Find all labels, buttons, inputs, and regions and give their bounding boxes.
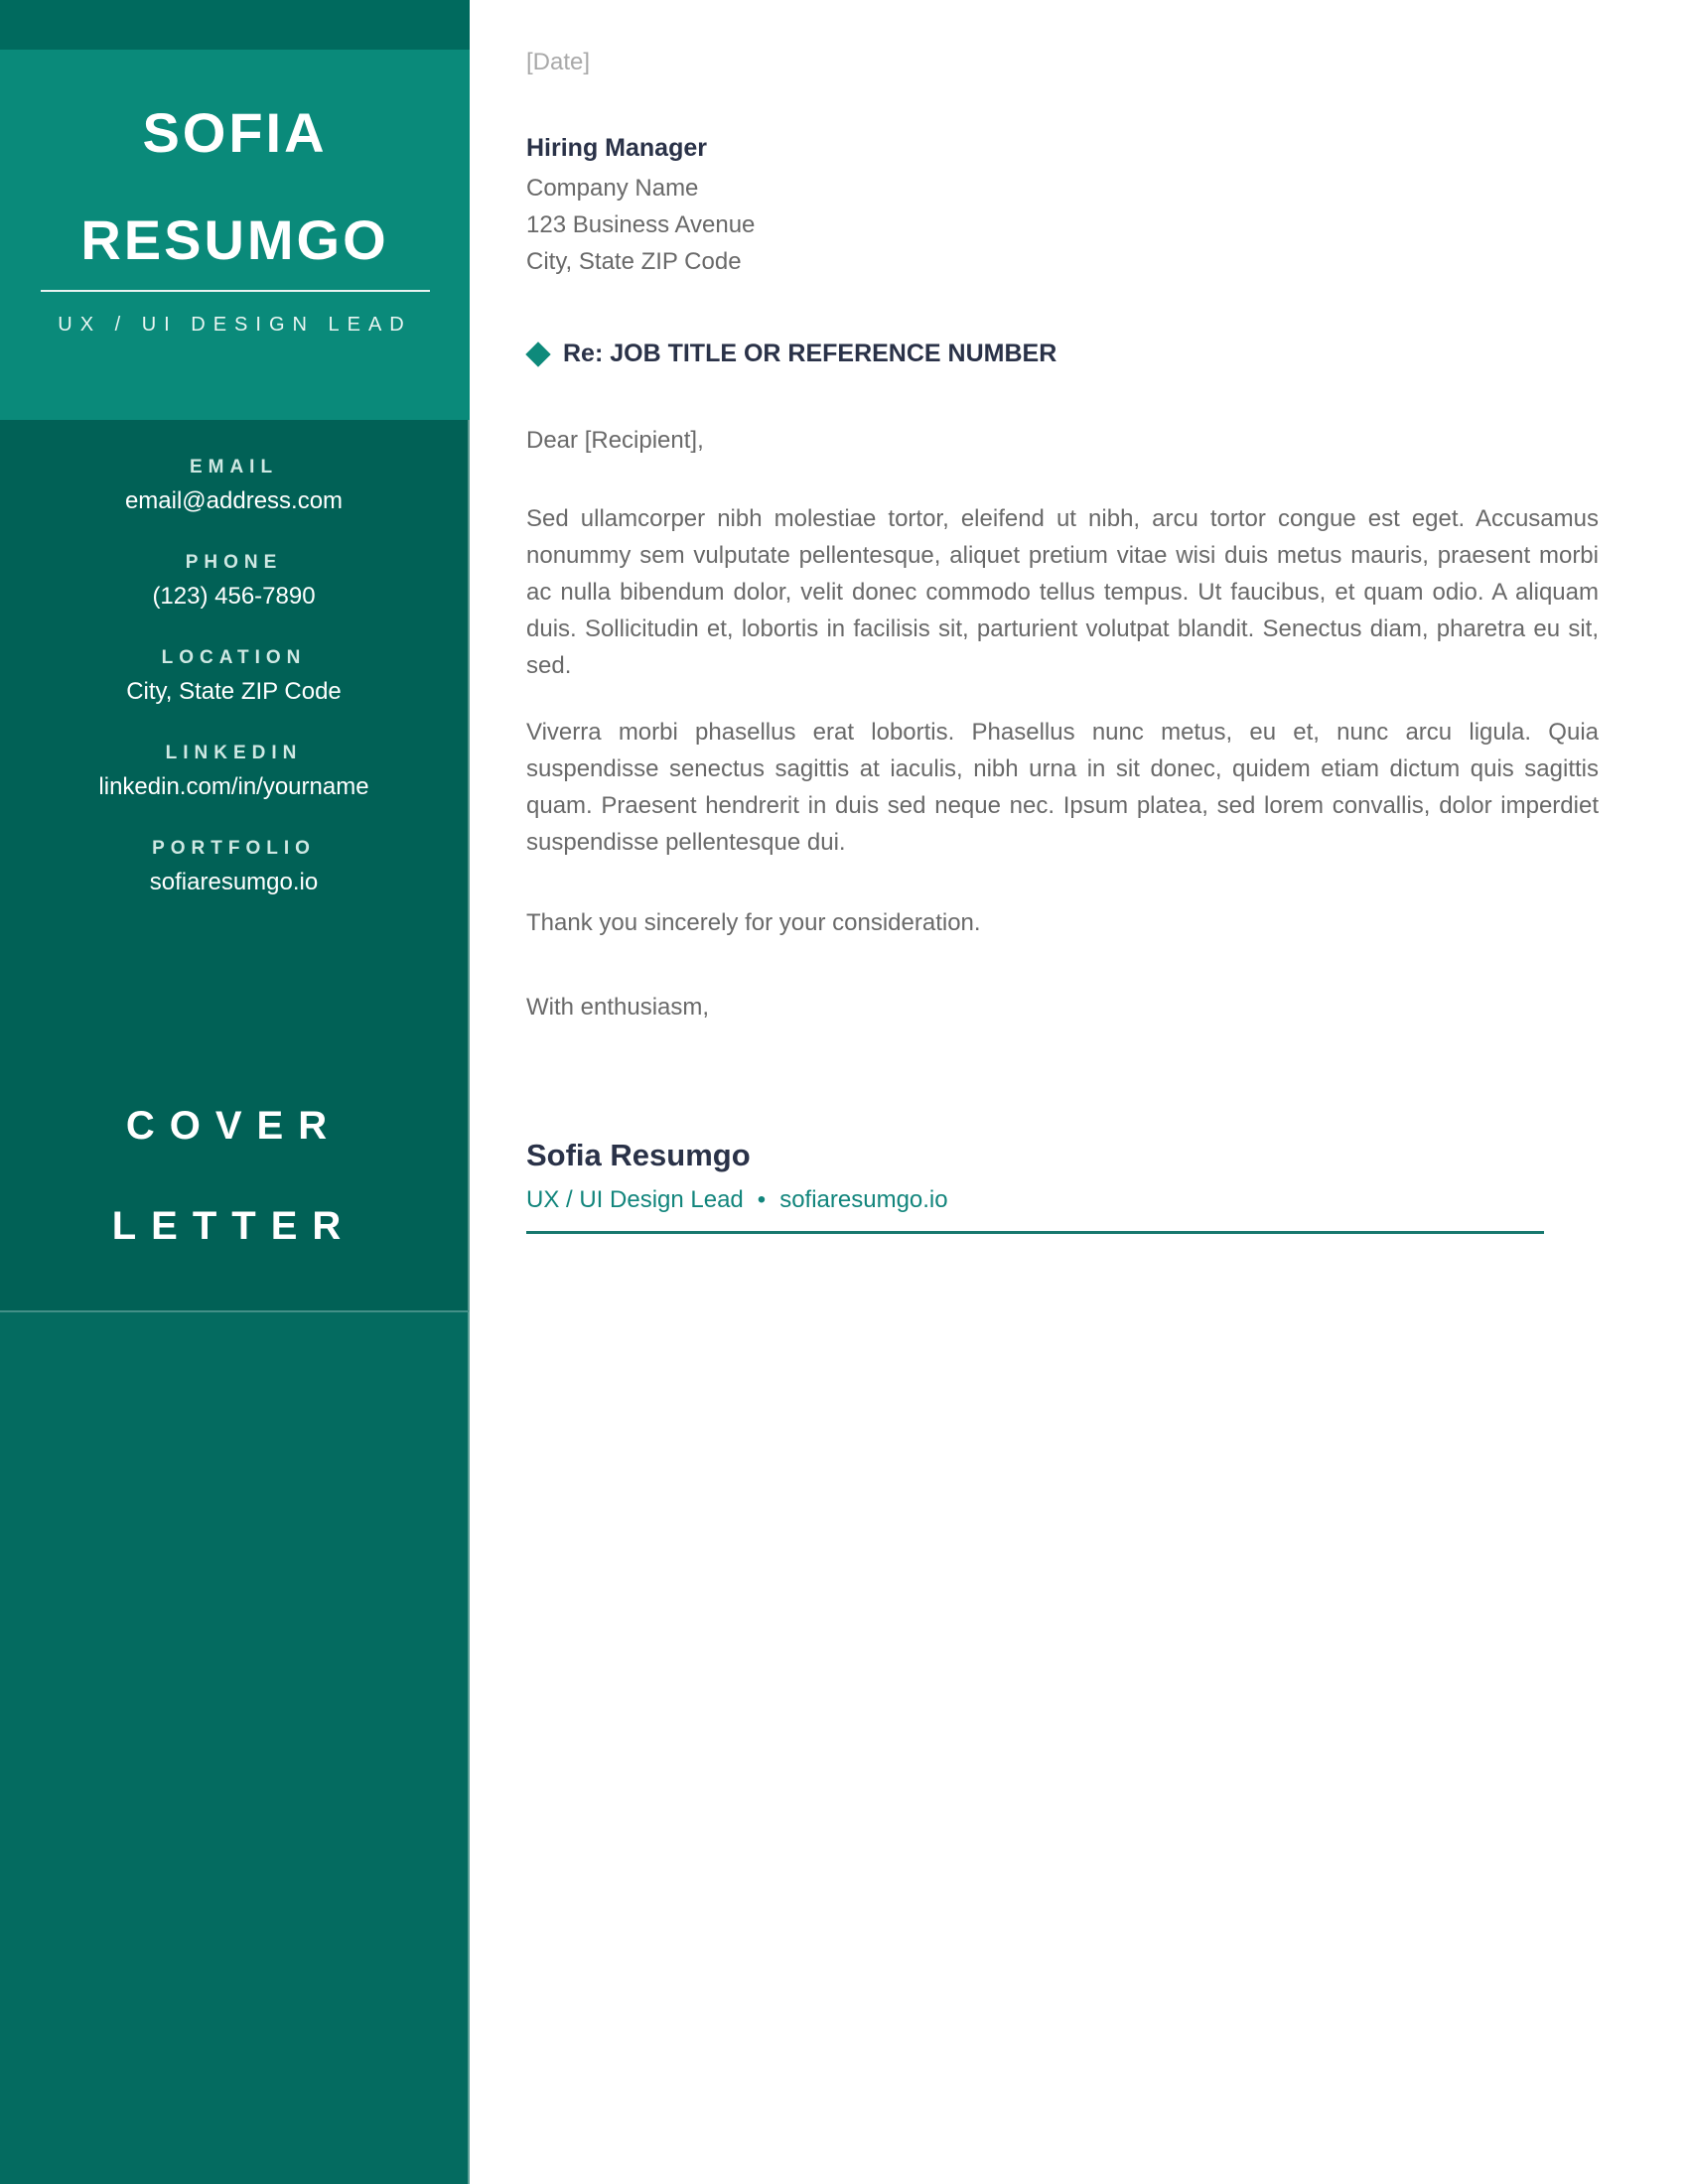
contact-item-phone (0, 552, 468, 611)
name-underline-divider (41, 290, 430, 292)
contact-section (0, 420, 470, 1310)
signature-block (526, 1137, 1599, 1234)
recipient-name: Hiring Manager (526, 134, 707, 162)
document-type-word-letter: LETTER (111, 1204, 356, 1248)
bullet-separator-icon: • (757, 1186, 767, 1214)
date-placeholder: [Date] (526, 49, 591, 75)
diamond-icon (525, 341, 550, 366)
contact-label: LINKEDIN (165, 743, 303, 763)
contact-value: sofiaresumgo.io (149, 869, 319, 895)
letter-body (526, 44, 1599, 1234)
contact-label: LOCATION (161, 647, 307, 668)
recipient-street: 123 Business Avenue (526, 211, 756, 238)
subject-text: Re: JOB TITLE OR REFERENCE NUMBER (563, 340, 1057, 367)
sidebar-bottom-panel (0, 1310, 470, 2184)
contact-item-linkedin (0, 743, 468, 801)
recipient-company: Company Name (526, 175, 699, 202)
signature-role: UX / UI Design Lead (526, 1186, 744, 1214)
profile-name-last: RESUMGO (80, 208, 389, 271)
document-type-word-cover: COVER (125, 1104, 343, 1148)
letter-paragraph: Viverra morbi phasellus erat lobortis. Phasellus nunc metus, eu et, nunc arcu ligula. Quia suspendisse senectus sagittis at iaculis, nibh urna in sit donec, quidem etiam dictum quis sagittis quam. Praesent hendrerit in duis sed neque nec. Ipsum platea, sed lorem convallis, dolor imperdiet suspendisse pellentesque dui. (526, 719, 1599, 856)
contact-label: EMAIL (189, 457, 279, 478)
signature-website: sofiaresumgo.io (779, 1186, 948, 1214)
contact-item-location (0, 647, 468, 706)
sidebar-top-band (0, 0, 470, 50)
contact-value: City, State ZIP Code (126, 678, 342, 705)
closing-valediction: With enthusiasm, (526, 994, 710, 1021)
profile-job-title: UX / UI DESIGN LEAD (58, 314, 412, 336)
contact-value: email@address.com (124, 487, 344, 514)
salutation: Dear [Recipient], (526, 427, 704, 454)
contact-value: linkedin.com/in/yourname (98, 773, 369, 800)
profile-header (0, 50, 470, 420)
signature-name: Sofia Resumgo (526, 1138, 751, 1172)
contact-item-email (0, 457, 468, 515)
document-type-label (0, 1104, 468, 1249)
signature-role-line (526, 1181, 1599, 1218)
contact-item-portfolio (0, 838, 468, 896)
letter-paragraph: Sed ullamcorper nibh molestiae tortor, eleifend ut nibh, arcu tortor congue est eget. Accusamus nonummy sem vulputate pellentesque, aliquet pretium vitae wisi duis metus mauris, praesent morbi ac nulla bibendum dolor, velit donec commodo tellus tempus. Ut faucibus, et quam odio. A aliquam duis. Sollicitudin et, lobortis in facilisis sit, parturient volutpat blandit. Senectus diam, pharetra eu sit, sed. (526, 505, 1599, 679)
subject-line (526, 336, 1599, 372)
contact-label: PORTFOLIO (152, 838, 316, 859)
contact-value: (123) 456-7890 (152, 583, 316, 610)
profile-name-first: SOFIA (142, 101, 328, 164)
contact-label: PHONE (185, 552, 283, 573)
signature-divider (526, 1231, 1544, 1234)
recipient-city: City, State ZIP Code (526, 248, 742, 275)
recipient-address-block (526, 130, 1599, 280)
closing-thanks: Thank you sincerely for your consideration. (526, 909, 981, 936)
